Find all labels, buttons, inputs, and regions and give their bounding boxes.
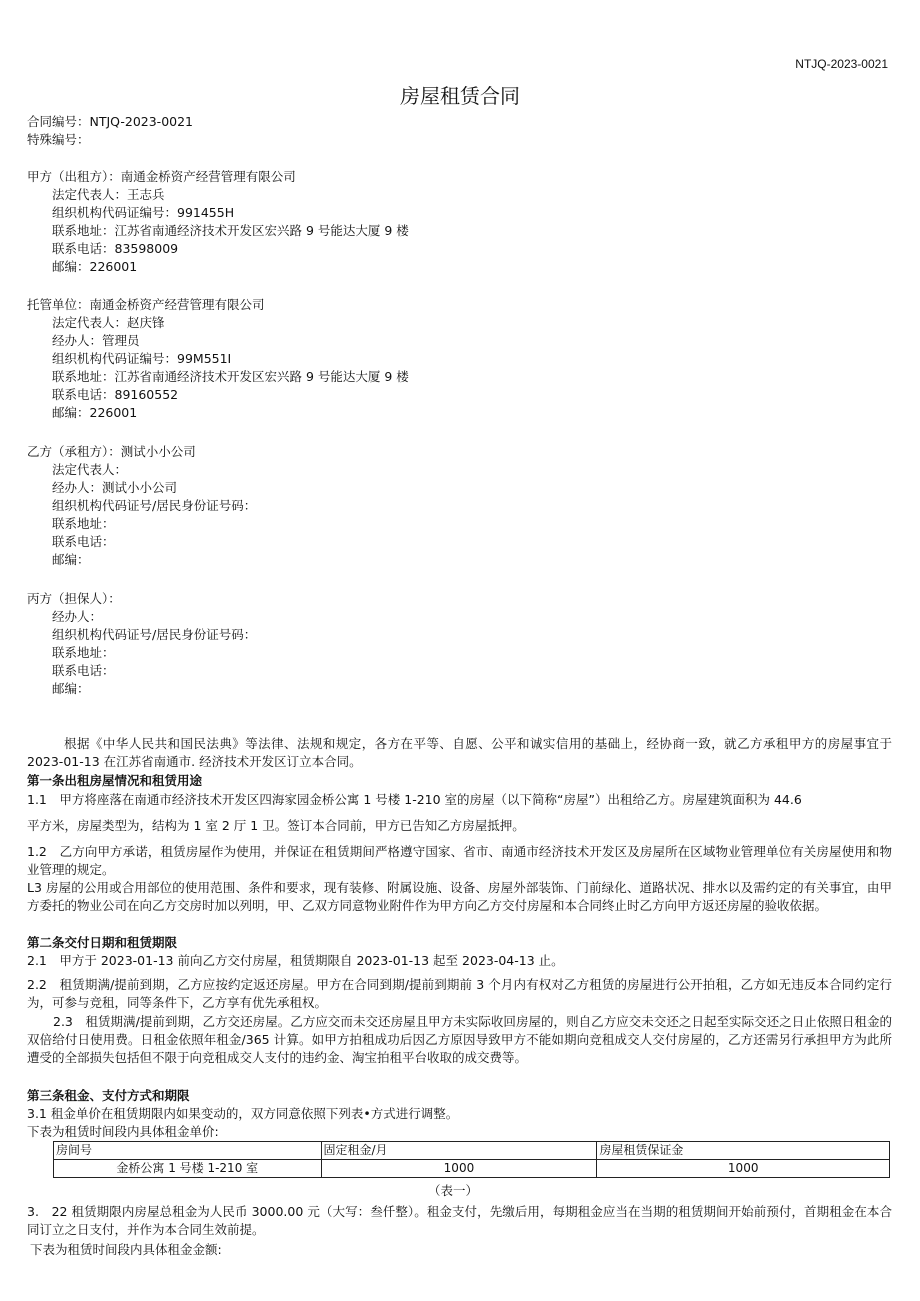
- party-c-heading: 丙方（担保人）：: [27, 591, 121, 606]
- party-a-line: 组织机构代码证编号：991455H: [52, 205, 235, 220]
- party-b-line: 联系地址：: [52, 516, 115, 531]
- table-header-cell: 房间号: [54, 1142, 322, 1160]
- clause-2-1: 2.1 甲方于 2023-01-13 前向乙方交付房屋，租赁期限自 2023-01-13 起至 2023-04-13 止。: [27, 953, 564, 968]
- trustee-heading: 托管单位：南通金桥资产经营管理有限公司: [27, 297, 265, 312]
- party-b-line: 邮编：: [52, 552, 90, 567]
- party-c-line: 联系电话：: [52, 663, 115, 678]
- special-number: 特殊编号：: [27, 132, 90, 147]
- party-a-line: 联系地址：江苏省南通经济技术开发区宏兴路 9 号能达大厦 9 楼: [52, 223, 409, 238]
- trustee-line: 联系地址：江苏省南通经济技术开发区宏兴路 9 号能达大厦 9 楼: [52, 369, 409, 384]
- table-row: [54, 1160, 890, 1178]
- clause-1-1: 1.1 甲方将座落在南通市经济技术开发区四海家园金桥公寓 1 号楼 1-210 室的房屋（以下简称“房屋”）出租给乙方。房屋建筑面积为 44.6: [27, 792, 802, 807]
- contract-title: 房屋租赁合同: [400, 84, 520, 108]
- trustee-line: 联系电话：89160552: [52, 387, 179, 402]
- clause-1-2: 1.2 乙方向甲方承诺，租赁房屋作为使用，并保证在租赁期间严格遵守国家、省市、南通市经济技术开发区及房屋所在区域物业管理单位有关房屋使用和物业管理的规定。: [27, 844, 892, 877]
- trustee-line: 邮编：226001: [52, 405, 138, 420]
- contract-number: 合同编号：NTJQ-2023-0021: [27, 114, 194, 129]
- table-cell: 金桥公寓 1 号楼 1-210 室: [54, 1160, 322, 1178]
- table-header-cell: 房屋租赁保证金: [597, 1142, 890, 1160]
- clause-2-3: 2.3 租赁期满/提前到期，乙方交还房屋。乙方应交而未交还房屋且甲方未实际收回房屋的，则自乙方应交未交还之日起至实际交还之日止依照日租金的双倍给付日使用费。日租金依照年租金/365 计算。如甲方拍租成功后因乙方原因导致甲方不能如期向竞租成交人交付房屋的，乙方还需另行承担甲方为此所遭受的全部损失包括但不限于向竞租成交人支付的违约金、淘宝拍租平台收取的成交费等。: [27, 1014, 892, 1065]
- article-2-title: 第二条交付日期和租赁期限: [27, 935, 178, 950]
- article-3-title: 第三条租金、支付方式和期限: [27, 1088, 190, 1103]
- table-intro: 下表为租赁时间段内具体租金单价:: [27, 1124, 219, 1139]
- clause-1-1-continued: 平方米，房屋类型为，结构为 1 室 2 厅 1 卫。签订本合同前，甲方已告知乙方房屋抵押。: [27, 818, 525, 833]
- party-b-heading: 乙方（承租方）：测试小小公司: [27, 444, 196, 459]
- table-cell: 1000: [597, 1160, 890, 1178]
- party-b-line: 组织机构代码证号/居民身份证号码：: [52, 498, 257, 513]
- party-a-line: 法定代表人：王志兵: [52, 187, 165, 202]
- party-c-line: 联系地址：: [52, 645, 115, 660]
- party-b-line: 经办人：测试小小公司: [52, 480, 178, 495]
- document-code: NTJQ-2023-0021: [795, 57, 888, 71]
- trustee-line: 法定代表人：赵庆锋: [52, 315, 165, 330]
- party-c-line: 邮编：: [52, 681, 90, 696]
- party-b-line: 法定代表人：: [52, 462, 128, 477]
- party-c-line: 经办人：: [52, 609, 103, 624]
- table-cell: 1000: [321, 1160, 597, 1178]
- clause-3-1: 3.1 租金单价在租赁期限内如果变动的，双方同意依照下列表•方式进行调整。: [27, 1106, 459, 1121]
- intro-paragraph: 根据《中华人民共和国民法典》等法律、法规和规定，各方在平等、自愿、公平和诚实信用的基础上，经协商一致，就乙方承租甲方的房屋事宜于 2023-01-13 在江苏省南通市. 经济技术开发区订立本合同。: [27, 736, 892, 769]
- party-c-line: 组织机构代码证号/居民身份证号码：: [52, 627, 257, 642]
- party-a-line: 邮编：226001: [52, 259, 138, 274]
- clause-3-22: 3. 22 租赁期限内房屋总租金为人民币 3000.00 元（大写：叁仟整）。租金支付，先缴后用，每期租金应当在当期的租赁期间开始前预付，首期租金在本合同订立之日支付，并作为本合同生效前提。: [27, 1204, 892, 1237]
- table-header-cell: 固定租金/月: [321, 1142, 597, 1160]
- party-b-line: 联系电话：: [52, 534, 115, 549]
- clause-2-2: 2.2 租赁期满/提前到期，乙方应按约定返还房屋。甲方在合同到期/提前到期前 3 个月内有权对乙方租赁的房屋进行公开拍租，乙方如无违反本合同约定行为，可参与竞租，同等条件下，乙方享有优先承租权。: [27, 977, 892, 1010]
- table-caption: （表一）: [428, 1183, 479, 1198]
- party-a-heading: 甲方（出租方）：南通金桥资产经营管理有限公司: [27, 169, 296, 184]
- trustee-line: 经办人：管理员: [52, 333, 140, 348]
- party-a-line: 联系电话：83598009: [52, 241, 179, 256]
- clause-1-3: L3 房屋的公用或合用部位的使用范围、条件和要求，现有装修、附属设施、设备、房屋外部装饰、门前绿化、道路状况、排水以及需约定的有关事宜，由甲方委托的物业公司在向乙方交房时加以列明，甲、乙双方同意物业附件作为甲方向乙方交付房屋和本合同终止时乙方向甲方返还房屋的验收依据。: [27, 880, 892, 913]
- rent-table: [53, 1141, 890, 1178]
- table-2-intro: 下表为租赁时间段内具体租金金额:: [30, 1242, 222, 1257]
- trustee-line: 组织机构代码证编号：99M551I: [52, 351, 232, 366]
- table-header-row: [54, 1142, 890, 1160]
- article-1-title: 第一条出租房屋情况和租赁用途: [27, 773, 203, 788]
